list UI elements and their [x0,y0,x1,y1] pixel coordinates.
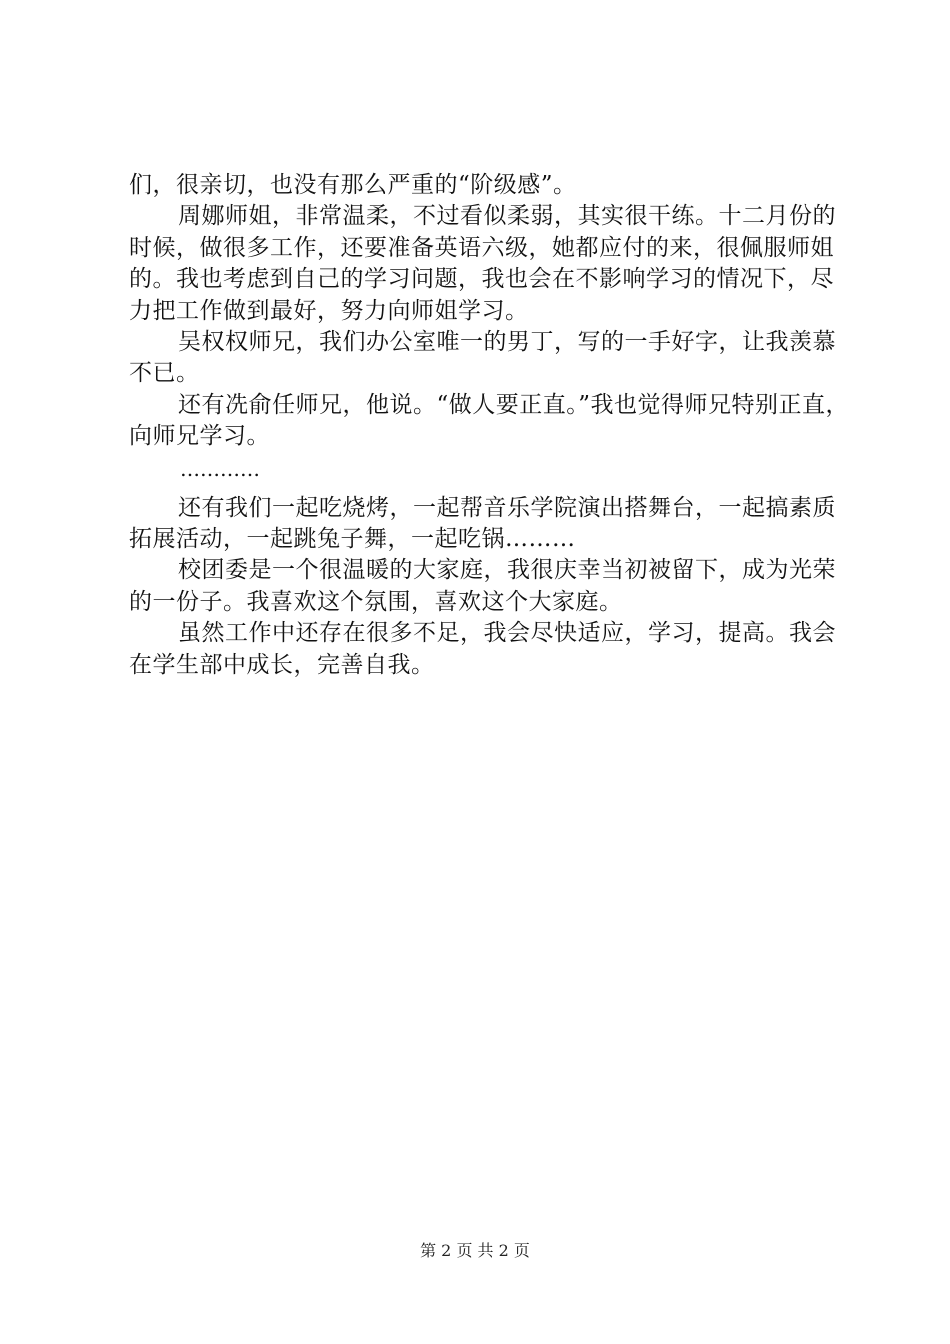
ellipsis-line: ………… [180,456,260,481]
paragraph-7: 虽然工作中还存在很多不足，我会尽快适应，学习，提高。我会在学生部中成长，完善自我。 [129,620,836,678]
paragraph-1: 们，很亲切，也没有那么严重的“阶级感”。 [129,172,577,198]
paragraph-4: 还有冼俞任师兄，他说。“做人要正直。”我也觉得师兄特别正直，向师兄学习。 [129,391,850,450]
paragraph-2: 周娜师姐，非常温柔，不过看似柔弱，其实很干练。十二月份的时候，做很多工作，还要准备英语六级，她都应付的来，很佩服师姐的。我也考虑到自己的学习问题，我也会在不影响学习的情况下，尽力把工作做到最好，努力向师姐学习。 [129,203,836,324]
paragraph-6: 校团委是一个很温暖的大家庭，我很庆幸当初被留下，成为光荣的一份子。我喜欢这个氛围，喜欢这个大家庭。 [129,557,836,615]
document-body [129,170,851,681]
page-number-label: 第 2 页 共 2 页 [420,1241,530,1260]
paragraph-5: 还有我们一起吃烧烤，一起帮音乐学院演出搭舞台，一起搞素质拓展活动，一起跳兔子舞，一起吃锅……… [129,494,836,553]
paragraph-3: 吴权权师兄，我们办公室唯一的男丁，写的一手好字，让我羡慕不已。 [129,329,836,387]
page-footer [0,1240,950,1262]
